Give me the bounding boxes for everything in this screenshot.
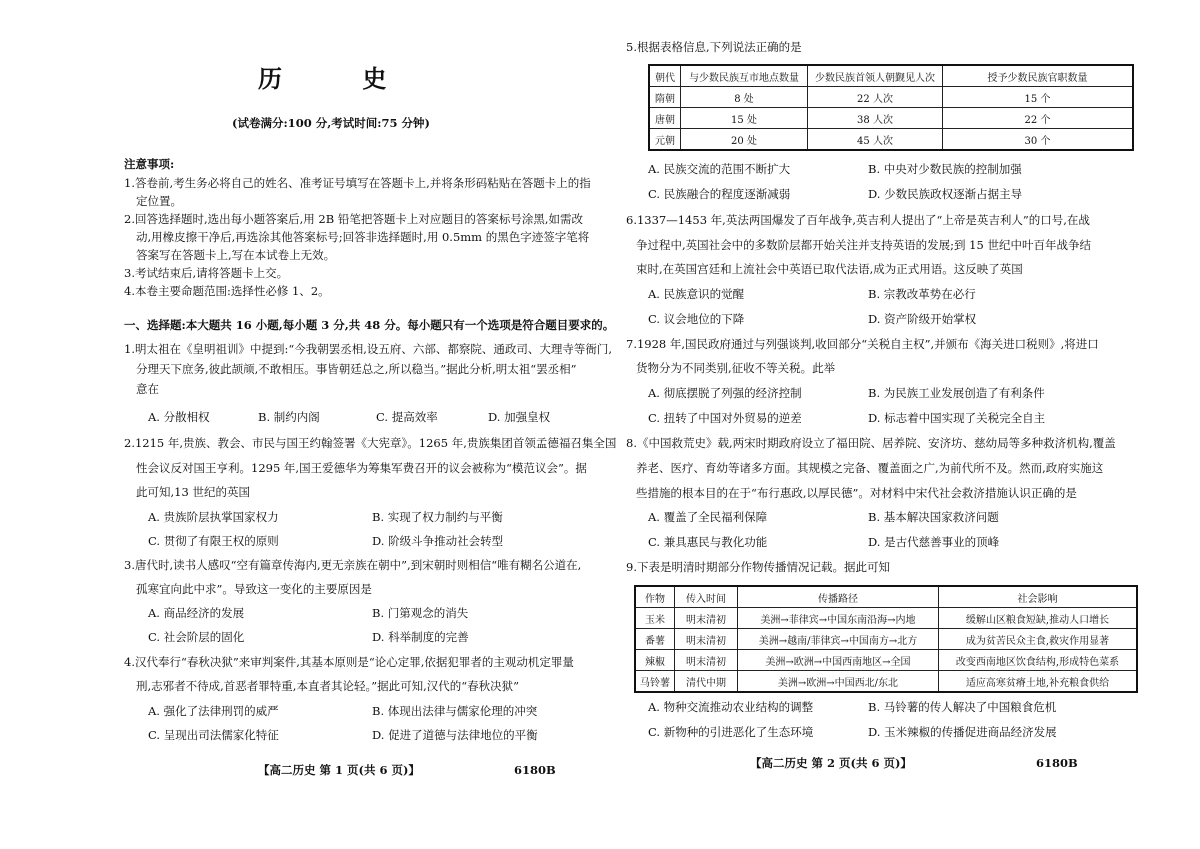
- q1-option-b[interactable]: B. 制约内阁: [258, 410, 320, 424]
- table-row: [635, 608, 1137, 629]
- q9-stem: 9.下表是明清时期部分作物传播情况记载。据此可知: [626, 560, 890, 574]
- q3-option-c[interactable]: C. 社会阶层的固化: [148, 630, 245, 644]
- q7-stem: 货物分为不同类别,征收不等关税。此举: [636, 361, 836, 375]
- q2-stem: 此可知,13 世纪的英国: [136, 485, 250, 499]
- table-row: [649, 108, 1133, 129]
- q3-stem: 3.唐代时,读书人感叹“空有篇章传海内,更无亲族在朝中”,到宋朝时则相信“唯有糊名公道在,: [124, 558, 582, 572]
- q7-option-d[interactable]: D. 标志着中国实现了关税完全自主: [868, 411, 1046, 425]
- q4-option-b[interactable]: B. 体现出法律与儒家伦理的冲突: [372, 704, 538, 718]
- q7-option-c[interactable]: C. 扭转了中国对外贸易的逆差: [648, 411, 802, 425]
- table-cell: 清代中期: [675, 671, 738, 693]
- table-cell: 辣椒: [635, 650, 675, 671]
- page-right: [600, 0, 1200, 849]
- table-row: [635, 650, 1137, 671]
- q8-stem: 8.《中国救荒史》载,两宋时期政府设立了福田院、居养院、安济坊、慈幼局等多种救济机构,覆盖: [626, 436, 1116, 450]
- q6-stem: 6.1337—1453 年,英法两国爆发了百年战争,英吉利人提出了“上帝是英吉利人”的口号,在战: [626, 213, 1090, 227]
- q9-option-c[interactable]: C. 新物种的引进恶化了生态环境: [648, 725, 814, 739]
- table-cell: 美洲→欧洲→中国西北/东北: [738, 671, 939, 693]
- table-row: [649, 129, 1133, 151]
- q4-option-a[interactable]: A. 强化了法律刑罚的威严: [148, 704, 279, 718]
- q3-option-b[interactable]: B. 门第观念的消失: [372, 606, 469, 620]
- page-code: 6180B: [1036, 756, 1078, 770]
- table-header: 少数民族首领人朝觐见人次: [808, 65, 943, 87]
- q4-option-d[interactable]: D. 促进了道德与法律地位的平衡: [372, 728, 538, 742]
- q2-stem: 2.1215 年,贵族、教会、市民与国王约翰签署《大宪章》。1265 年,贵族集团首领孟德福召集全国: [124, 436, 617, 450]
- table-cell: 15 个: [943, 87, 1134, 108]
- note-line: 4.本卷主要命题范围:选择性必修 1、2。: [124, 284, 330, 298]
- note-line: 定位置。: [136, 194, 182, 208]
- table-cell: 美洲→菲律宾→中国东南沿海→内地: [738, 608, 939, 629]
- table-cell: 45 人次: [808, 129, 943, 151]
- table-header: 朝代: [649, 65, 681, 87]
- q2-stem: 性会议反对国王亨利。1295 年,国王爱德华为筹集军费召开的议会被称为“模范议会”。据: [136, 461, 587, 475]
- table-cell: 玉米: [635, 608, 675, 629]
- table-cell: 明末清初: [675, 608, 738, 629]
- q1-stem: 分理天下庶务,彼此颉颃,不敢相压。事皆朝廷总之,所以稳当。”据此分析,明太祖“罢丞相”: [136, 362, 577, 376]
- table-header: 传播路径: [738, 586, 939, 608]
- q6-stem: 束时,在英国宫廷和上流社会中英语已取代法语,成为正式用语。这反映了英国: [636, 262, 1023, 276]
- q8-option-b[interactable]: B. 基本解决国家救济问题: [868, 510, 999, 524]
- q5-option-b[interactable]: B. 中央对少数民族的控制加强: [868, 162, 1022, 176]
- table-cell: 美洲→越南/菲律宾→中国南方→北方: [738, 629, 939, 650]
- q6-option-a[interactable]: A. 民族意识的觉醒: [648, 287, 745, 301]
- q2-option-d[interactable]: D. 阶级斗争推动社会转型: [372, 534, 504, 548]
- q7-option-b[interactable]: B. 为民族工业发展创造了有利条件: [868, 386, 1045, 400]
- q3-option-d[interactable]: D. 科举制度的完善: [372, 630, 469, 644]
- note-line: 3.考试结束后,请将答题卡上交。: [124, 266, 289, 280]
- table-cell: 马铃薯: [635, 671, 675, 693]
- q7-stem: 7.1928 年,国民政府通过与列强谈判,收回部分“关税自主权”,并颁布《海关进口税则》,将进口: [626, 337, 1099, 351]
- page-footer: 【高二历史 第 2 页(共 6 页)】: [750, 756, 912, 770]
- table-cell: 番薯: [635, 629, 675, 650]
- q8-stem: 养老、医疗、育幼等诸多方面。其规模之完备、覆盖面之广,为前代所不及。然而,政府实施这: [636, 461, 1104, 475]
- table-cell: 22 人次: [808, 87, 943, 108]
- q2-option-b[interactable]: B. 实现了权力制约与平衡: [372, 510, 503, 524]
- q5-option-c[interactable]: C. 民族融合的程度逐渐减弱: [648, 187, 791, 201]
- table-header: 作物: [635, 586, 675, 608]
- q6-option-b[interactable]: B. 宗教改革势在必行: [868, 287, 976, 301]
- q8-stem: 些措施的根本目的在于“布行惠政,以厚民德”。对材料中宋代社会救济措施认识正确的是: [636, 486, 1077, 500]
- table-cell: 15 处: [681, 108, 808, 129]
- table-cell: 20 处: [681, 129, 808, 151]
- table-cell: 改变西南地区饮食结构,形成特色菜系: [939, 650, 1138, 671]
- q1-option-a[interactable]: A. 分散相权: [148, 410, 210, 424]
- q8-option-d[interactable]: D. 是古代慈善事业的顶峰: [868, 535, 1000, 549]
- section-heading: 一、选择题:本大题共 16 小题,每小题 3 分,共 48 分。每小题只有一个选项是符合题目要求的。: [124, 318, 615, 332]
- q1-stem: 1.明太祖在《皇明祖训》中提到:“今我朝罢丞相,设五府、六部、都察院、通政司、大理寺等衙门,: [124, 342, 613, 356]
- q2-option-c[interactable]: C. 贯彻了有限王权的原则: [148, 534, 279, 548]
- exam-title: 历 史: [258, 64, 423, 93]
- note-line: 动,用橡皮擦干净后,再选涂其他答案标号;回答非选择题时,用 0.5mm 的黑色字迹签字笔将: [136, 230, 590, 244]
- table-cell: 缓解山区粮食短缺,推动人口增长: [939, 608, 1138, 629]
- table-header-row: [649, 65, 1133, 87]
- q4-option-c[interactable]: C. 呈现出司法儒家化特征: [148, 728, 279, 742]
- q1-stem: 意在: [136, 382, 159, 396]
- table-cell: 适应高寒贫瘠土地,补充粮食供给: [939, 671, 1138, 693]
- table-header-row: [635, 586, 1137, 608]
- exam-subtitle: (试卷满分:100 分,考试时间:75 分钟): [232, 116, 430, 130]
- q3-option-a[interactable]: A. 商品经济的发展: [148, 606, 245, 620]
- table-cell: 成为贫苦民众主食,救灾作用显著: [939, 629, 1138, 650]
- note-line: 答案写在答题卡上,写在本试卷上无效。: [136, 248, 336, 262]
- table-header: 与少数民族互市地点数量: [681, 65, 808, 87]
- q5-stem: 5.根据表格信息,下列说法正确的是: [626, 40, 802, 54]
- q5-table: [648, 64, 1134, 151]
- table-header: 传入时间: [675, 586, 738, 608]
- q4-stem: 4.汉代奉行“春秋决狱”来审判案件,其基本原则是“论心定罪,依据犯罪者的主观动机定罪量: [124, 655, 574, 669]
- q6-option-d[interactable]: D. 资产阶级开始掌权: [868, 312, 977, 326]
- q3-stem: 孤寒宜向此中求”。导致这一变化的主要原因是: [136, 582, 372, 596]
- table-cell: 明末清初: [675, 650, 738, 671]
- note-line: 2.回答选择题时,选出每小题答案后,用 2B 铅笔把答题卡上对应题目的答案标号涂黑,如需改: [124, 212, 584, 226]
- table-cell: 美洲→欧洲→中国西南地区→全国: [738, 650, 939, 671]
- table-cell: 30 个: [943, 129, 1134, 151]
- table-cell: 38 人次: [808, 108, 943, 129]
- q9-option-d[interactable]: D. 玉米辣椒的传播促进商品经济发展: [868, 725, 1057, 739]
- notes-heading: 注意事项:: [124, 157, 175, 171]
- q7-option-a[interactable]: A. 彻底摆脱了列强的经济控制: [648, 386, 802, 400]
- q8-option-a[interactable]: A. 覆盖了全民福利保障: [648, 510, 768, 524]
- q9-option-b[interactable]: B. 马铃薯的传人解决了中国粮食危机: [868, 700, 1057, 714]
- page-footer: 【高二历史 第 1 页(共 6 页)】: [258, 763, 420, 777]
- q1-option-d[interactable]: D. 加强皇权: [488, 410, 551, 424]
- q1-option-c[interactable]: C. 提高效率: [376, 410, 438, 424]
- page-code: 6180B: [514, 763, 556, 777]
- table-cell: 唐朝: [649, 108, 681, 129]
- table-cell: 元朝: [649, 129, 681, 151]
- q6-option-c[interactable]: C. 议会地位的下降: [648, 312, 745, 326]
- table-header: 授予少数民族官职数量: [943, 65, 1134, 87]
- table-row: [635, 671, 1137, 693]
- q4-stem: 刑,志邪者不待成,首恶者罪特重,本直者其论轻。”据此可知,汉代的“春秋决狱”: [136, 679, 520, 693]
- table-cell: 明末清初: [675, 629, 738, 650]
- q8-option-c[interactable]: C. 兼具惠民与教化功能: [648, 535, 768, 549]
- table-row: [649, 87, 1133, 108]
- table-cell: 22 个: [943, 108, 1134, 129]
- note-line: 1.答卷前,考生务必将自己的姓名、准考证号填写在答题卡上,并将条形码粘贴在答题卡上的指: [124, 176, 591, 190]
- q2-option-a[interactable]: A. 贵族阶层执掌国家权力: [148, 510, 279, 524]
- q6-stem: 争过程中,英国社会中的多数阶层都开始关注并支持英语的发展;到 15 世纪中叶百年战争结: [636, 238, 1091, 252]
- q9-table: [634, 585, 1138, 693]
- q9-option-a[interactable]: A. 物种交流推动农业结构的调整: [648, 700, 814, 714]
- table-header: 社会影响: [939, 586, 1138, 608]
- q5-option-d[interactable]: D. 少数民族政权逐渐占据主导: [868, 187, 1023, 201]
- table-cell: 8 处: [681, 87, 808, 108]
- q5-option-a[interactable]: A. 民族交流的范围不断扩大: [648, 162, 791, 176]
- table-row: [635, 629, 1137, 650]
- table-cell: 隋朝: [649, 87, 681, 108]
